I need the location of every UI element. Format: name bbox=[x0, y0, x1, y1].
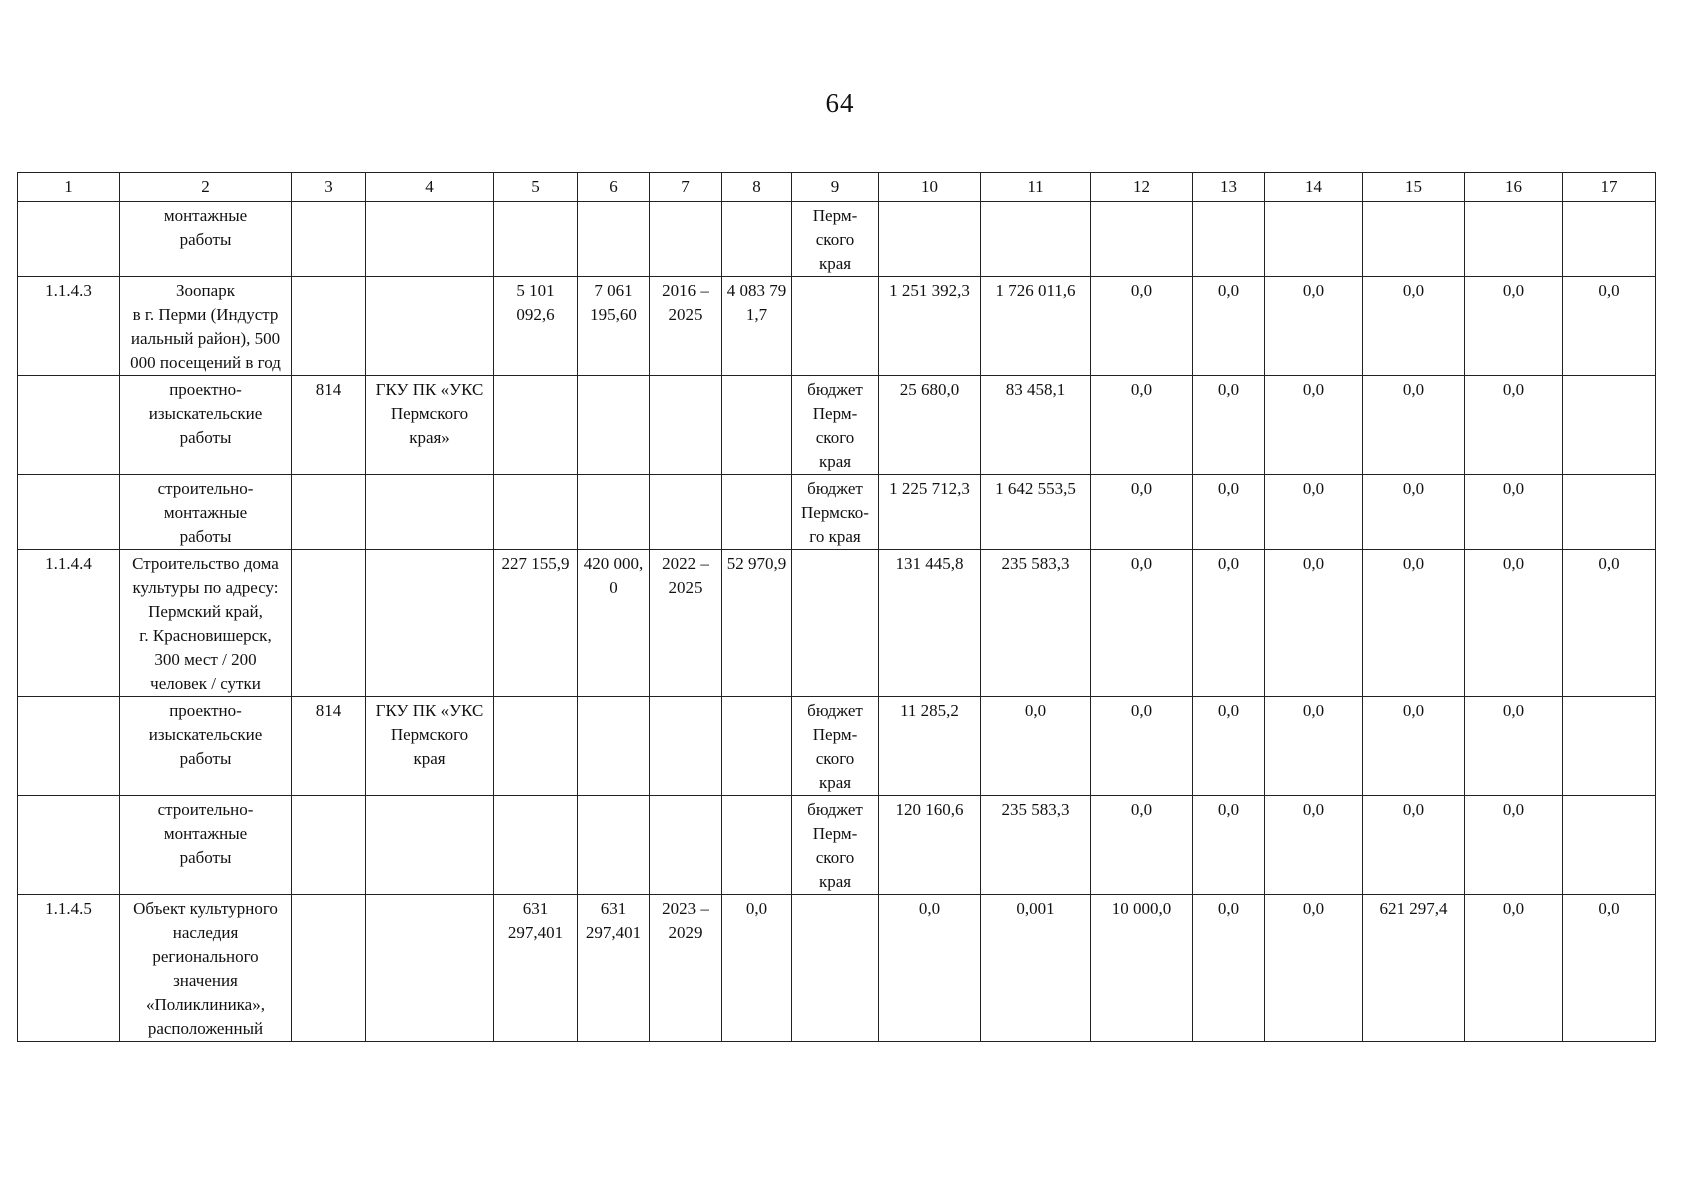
table-cell bbox=[578, 376, 650, 475]
table-cell: 0,0 bbox=[1465, 376, 1563, 475]
table-cell bbox=[494, 697, 578, 796]
table-cell: 1.1.4.4 bbox=[18, 550, 120, 697]
table-cell: 0,0 bbox=[1091, 277, 1193, 376]
table-cell: 0,0 bbox=[1091, 376, 1193, 475]
budget-table bbox=[17, 172, 1656, 1042]
table-cell bbox=[18, 697, 120, 796]
table-header-row bbox=[18, 173, 1656, 202]
table-cell bbox=[292, 550, 366, 697]
table-cell: 0,0 bbox=[1265, 796, 1363, 895]
table-cell: 0,0 bbox=[1563, 277, 1656, 376]
table-cell: 814 bbox=[292, 697, 366, 796]
table-cell: 0,0 bbox=[879, 895, 981, 1042]
table-cell: 227 155,9 bbox=[494, 550, 578, 697]
table-cell: 1 225 712,3 bbox=[879, 475, 981, 550]
table-cell bbox=[1563, 796, 1656, 895]
table-cell: 0,0 bbox=[981, 697, 1091, 796]
table-cell bbox=[366, 550, 494, 697]
table-cell: 814 bbox=[292, 376, 366, 475]
table-cell: 0,0 bbox=[1363, 277, 1465, 376]
table-cell bbox=[1091, 202, 1193, 277]
table-cell: 25 680,0 bbox=[879, 376, 981, 475]
page-number: 64 bbox=[825, 88, 855, 118]
table-cell: 2023 – 2029 bbox=[650, 895, 722, 1042]
table-cell: 83 458,1 bbox=[981, 376, 1091, 475]
table-cell: 5 101 092,6 bbox=[494, 277, 578, 376]
table-cell: 0,0 bbox=[1193, 277, 1265, 376]
table-cell bbox=[1465, 202, 1563, 277]
table-cell: ГКУ ПК «УКС Пермского края» bbox=[366, 376, 494, 475]
table-cell: 0,0 bbox=[1265, 475, 1363, 550]
table-cell: Строительство дома культуры по адресу: Пермский край, г. Красновишерск, 300 мест / 200 человек / сутки bbox=[120, 550, 292, 697]
table-cell: 1 251 392,3 bbox=[879, 277, 981, 376]
table-cell bbox=[1363, 202, 1465, 277]
table-cell bbox=[292, 202, 366, 277]
table-cell: 52 970,9 bbox=[722, 550, 792, 697]
table-cell: 0,0 bbox=[1265, 376, 1363, 475]
table-cell bbox=[650, 796, 722, 895]
table-cell: 2022 – 2025 bbox=[650, 550, 722, 697]
table-cell: 0,0 bbox=[1363, 550, 1465, 697]
table-cell: 1.1.4.5 bbox=[18, 895, 120, 1042]
table-cell bbox=[792, 277, 879, 376]
table-cell bbox=[650, 202, 722, 277]
table-cell bbox=[792, 895, 879, 1042]
table-cell bbox=[879, 202, 981, 277]
table-cell: 0,0 bbox=[1363, 697, 1465, 796]
table-cell: 631 297,401 bbox=[578, 895, 650, 1042]
table-cell: 0,0 bbox=[1363, 475, 1465, 550]
column-header: 15 bbox=[1363, 173, 1465, 202]
table-cell: 0,0 bbox=[722, 895, 792, 1042]
column-header: 8 bbox=[722, 173, 792, 202]
table-cell: 0,0 bbox=[1465, 796, 1563, 895]
table-cell bbox=[292, 277, 366, 376]
table-cell: 0,0 bbox=[1465, 550, 1563, 697]
table-cell bbox=[650, 376, 722, 475]
table-cell: 0,0 bbox=[1193, 697, 1265, 796]
table-cell bbox=[1563, 202, 1656, 277]
table-cell bbox=[1563, 376, 1656, 475]
table-cell: 0,0 bbox=[1091, 796, 1193, 895]
table-cell bbox=[366, 796, 494, 895]
table-cell bbox=[1563, 697, 1656, 796]
column-header: 1 bbox=[18, 173, 120, 202]
table-cell: 0,001 bbox=[981, 895, 1091, 1042]
column-header: 14 bbox=[1265, 173, 1363, 202]
table-cell bbox=[1193, 202, 1265, 277]
table-cell bbox=[18, 796, 120, 895]
table-cell bbox=[1265, 202, 1363, 277]
table-cell bbox=[292, 895, 366, 1042]
table-cell bbox=[494, 202, 578, 277]
table-cell: 631 297,401 bbox=[494, 895, 578, 1042]
table-cell: 0,0 bbox=[1091, 550, 1193, 697]
table-cell: 1.1.4.3 bbox=[18, 277, 120, 376]
table-cell: проектно- изыскательские работы bbox=[120, 697, 292, 796]
table-cell bbox=[722, 475, 792, 550]
table-cell: 0,0 bbox=[1563, 895, 1656, 1042]
table-cell: 0,0 bbox=[1193, 550, 1265, 697]
table-row bbox=[18, 475, 1656, 550]
table-cell: 0,0 bbox=[1363, 376, 1465, 475]
column-header: 9 bbox=[792, 173, 879, 202]
table-cell: 2016 – 2025 bbox=[650, 277, 722, 376]
column-header: 10 bbox=[879, 173, 981, 202]
table-row bbox=[18, 697, 1656, 796]
table-cell: 0,0 bbox=[1265, 550, 1363, 697]
table-cell: 4 083 79 1,7 bbox=[722, 277, 792, 376]
table-cell: 0,0 bbox=[1563, 550, 1656, 697]
table-cell bbox=[722, 697, 792, 796]
table-cell: 0,0 bbox=[1193, 895, 1265, 1042]
column-header: 13 bbox=[1193, 173, 1265, 202]
table-cell bbox=[578, 202, 650, 277]
column-header: 17 bbox=[1563, 173, 1656, 202]
table-cell: бюджет Перм- ского края bbox=[792, 376, 879, 475]
table-cell: 1 726 011,6 bbox=[981, 277, 1091, 376]
table-cell: 235 583,3 bbox=[981, 796, 1091, 895]
table-cell: бюджет Перм- ского края bbox=[792, 796, 879, 895]
column-header: 6 bbox=[578, 173, 650, 202]
table-cell: Объект культурного наследия регионального значения «Поликлиника», расположенный bbox=[120, 895, 292, 1042]
table-cell bbox=[18, 202, 120, 277]
table-cell bbox=[578, 796, 650, 895]
table-cell: строительно- монтажные работы bbox=[120, 796, 292, 895]
table-cell: 0,0 bbox=[1465, 697, 1563, 796]
table-cell: 0,0 bbox=[1363, 796, 1465, 895]
table-cell: 0,0 bbox=[1465, 277, 1563, 376]
table-cell: 621 297,4 bbox=[1363, 895, 1465, 1042]
table-cell: 120 160,6 bbox=[879, 796, 981, 895]
table-cell: 0,0 bbox=[1465, 895, 1563, 1042]
column-header: 7 bbox=[650, 173, 722, 202]
table-cell bbox=[292, 475, 366, 550]
table-cell bbox=[578, 475, 650, 550]
table-cell: 0,0 bbox=[1265, 895, 1363, 1042]
table-row bbox=[18, 796, 1656, 895]
table-cell bbox=[722, 376, 792, 475]
table-cell bbox=[366, 202, 494, 277]
table-cell: 0,0 bbox=[1265, 697, 1363, 796]
table-cell bbox=[578, 697, 650, 796]
table-row bbox=[18, 895, 1656, 1042]
table-cell bbox=[650, 475, 722, 550]
column-header: 4 bbox=[366, 173, 494, 202]
table-cell: 0,0 bbox=[1193, 796, 1265, 895]
table-cell bbox=[366, 475, 494, 550]
table-cell: 0,0 bbox=[1193, 475, 1265, 550]
table-cell bbox=[18, 475, 120, 550]
table-cell bbox=[18, 376, 120, 475]
table-cell bbox=[792, 550, 879, 697]
table-cell: 0,0 bbox=[1193, 376, 1265, 475]
column-header: 11 bbox=[981, 173, 1091, 202]
table-cell bbox=[494, 796, 578, 895]
table-cell: 1 642 553,5 bbox=[981, 475, 1091, 550]
table-cell: 0,0 bbox=[1265, 277, 1363, 376]
table-cell: 235 583,3 bbox=[981, 550, 1091, 697]
table-cell: 131 445,8 bbox=[879, 550, 981, 697]
table-cell bbox=[494, 376, 578, 475]
table-cell bbox=[366, 277, 494, 376]
table-cell: строительно- монтажные работы bbox=[120, 475, 292, 550]
table-row bbox=[18, 550, 1656, 697]
table-cell: 420 000, 0 bbox=[578, 550, 650, 697]
table-cell bbox=[650, 697, 722, 796]
column-header: 2 bbox=[120, 173, 292, 202]
table-cell: 11 285,2 bbox=[879, 697, 981, 796]
column-header: 5 bbox=[494, 173, 578, 202]
table-cell: 0,0 bbox=[1091, 697, 1193, 796]
table-cell: монтажные работы bbox=[120, 202, 292, 277]
table-row bbox=[18, 202, 1656, 277]
table-cell: 10 000,0 bbox=[1091, 895, 1193, 1042]
table-row bbox=[18, 376, 1656, 475]
column-header: 16 bbox=[1465, 173, 1563, 202]
table-cell: Зоопарк в г. Перми (Индустр иальный район), 500 000 посещений в год bbox=[120, 277, 292, 376]
table-cell: Перм- ского края bbox=[792, 202, 879, 277]
table-cell: бюджет Перм- ского края bbox=[792, 697, 879, 796]
table-cell: проектно- изыскательские работы bbox=[120, 376, 292, 475]
table-cell bbox=[1563, 475, 1656, 550]
table-cell: ГКУ ПК «УКС Пермского края bbox=[366, 697, 494, 796]
table-cell bbox=[292, 796, 366, 895]
table-cell: 0,0 bbox=[1091, 475, 1193, 550]
table-cell bbox=[494, 475, 578, 550]
table-cell bbox=[981, 202, 1091, 277]
table-cell bbox=[722, 202, 792, 277]
table-cell: 7 061 195,60 bbox=[578, 277, 650, 376]
column-header: 3 bbox=[292, 173, 366, 202]
table-cell bbox=[722, 796, 792, 895]
table-cell: 0,0 bbox=[1465, 475, 1563, 550]
table-row bbox=[18, 277, 1656, 376]
table-cell bbox=[366, 895, 494, 1042]
column-header: 12 bbox=[1091, 173, 1193, 202]
table-cell: бюджет Пермско- го края bbox=[792, 475, 879, 550]
